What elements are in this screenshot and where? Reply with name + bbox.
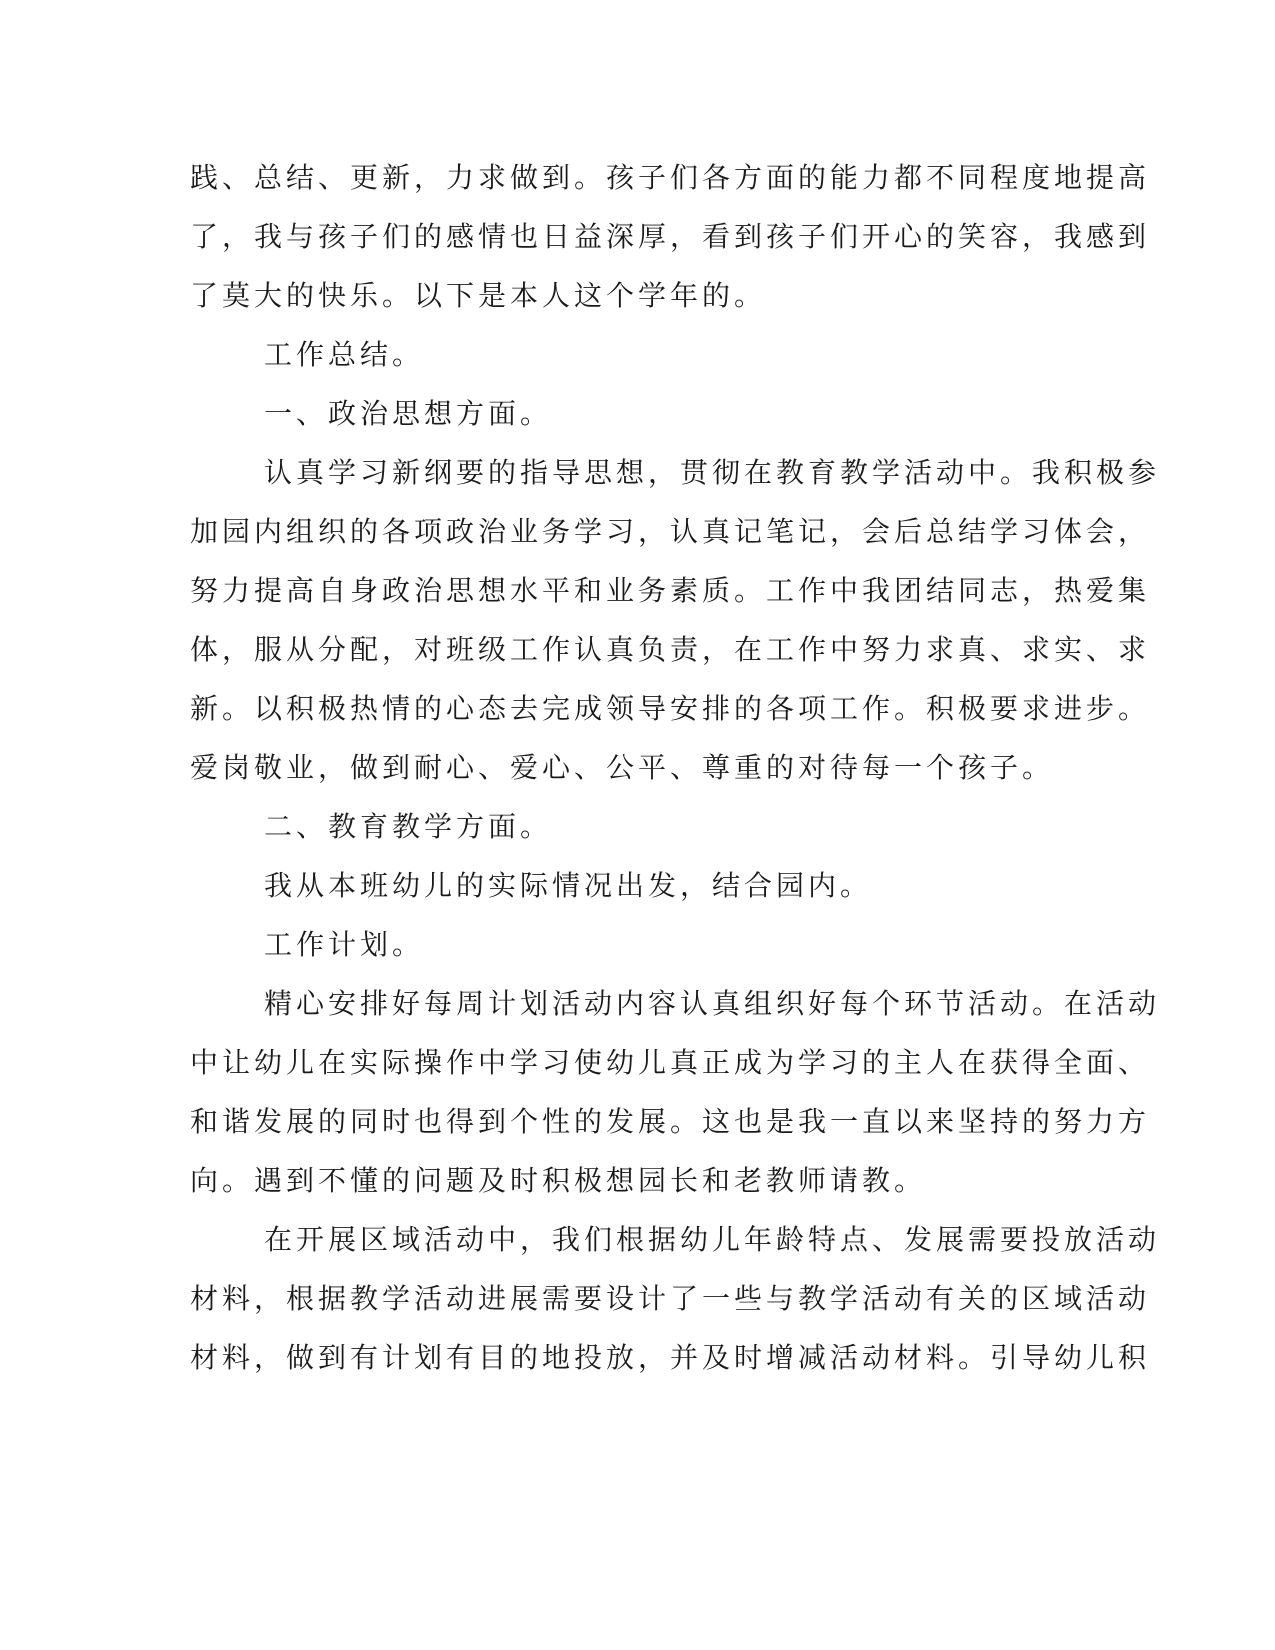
text-line: 在开展区域活动中，我们根据幼儿年龄特点、发展需要投放活动: [264, 1223, 1161, 1256]
text-line: 和谐发展的同时也得到个性的发展。这也是我一直以来坚持的努力方: [190, 1105, 1151, 1138]
text-line: 践、总结、更新，力求做到。孩子们各方面的能力都不同程度地提高: [190, 161, 1151, 194]
text-line: 认真学习新纲要的指导思想，贯彻在教育教学活动中。我积极参: [264, 456, 1161, 489]
text-line: 材料，根据教学活动进展需要设计了一些与教学活动有关的区域活动: [190, 1282, 1151, 1315]
text-line: 材料，做到有计划有目的地投放，并及时增减活动材料。引导幼儿积: [190, 1341, 1151, 1374]
text-line: 我从本班幼儿的实际情况出发，结合园内。: [264, 869, 873, 902]
text-line: 爱岗敬业，做到耐心、爱心、公平、尊重的对待每一个孩子。: [190, 751, 1055, 784]
text-line: 体，服从分配，对班级工作认真负责，在工作中努力求真、求实、求: [190, 633, 1151, 666]
text-line: 新。以积极热情的心态去完成领导安排的各项工作。积极要求进步。: [190, 692, 1151, 725]
text-line: 精心安排好每周计划活动内容认真组织好每个环节活动。在活动: [264, 987, 1161, 1020]
text-line: 向。遇到不懂的问题及时积极想园长和老教师请教。: [190, 1164, 927, 1197]
section-heading: 一、政治思想方面。: [264, 397, 553, 430]
section-heading: 二、教育教学方面。: [264, 810, 553, 843]
text-line: 工作计划。: [264, 928, 425, 961]
text-line: 工作总结。: [264, 338, 425, 371]
text-line: 了，我与孩子们的感情也日益深厚，看到孩子们开心的笑容，我感到: [190, 220, 1151, 253]
text-line: 中让幼儿在实际操作中学习使幼儿真正成为学习的主人在获得全面、: [190, 1046, 1151, 1079]
text-line: 了莫大的快乐。以下是本人这个学年的。: [190, 279, 767, 312]
text-line: 努力提高自身政治思想水平和业务素质。工作中我团结同志，热爱集: [190, 574, 1151, 607]
text-line: 加园内组织的各项政治业务学习，认真记笔记，会后总结学习体会，: [190, 515, 1151, 548]
